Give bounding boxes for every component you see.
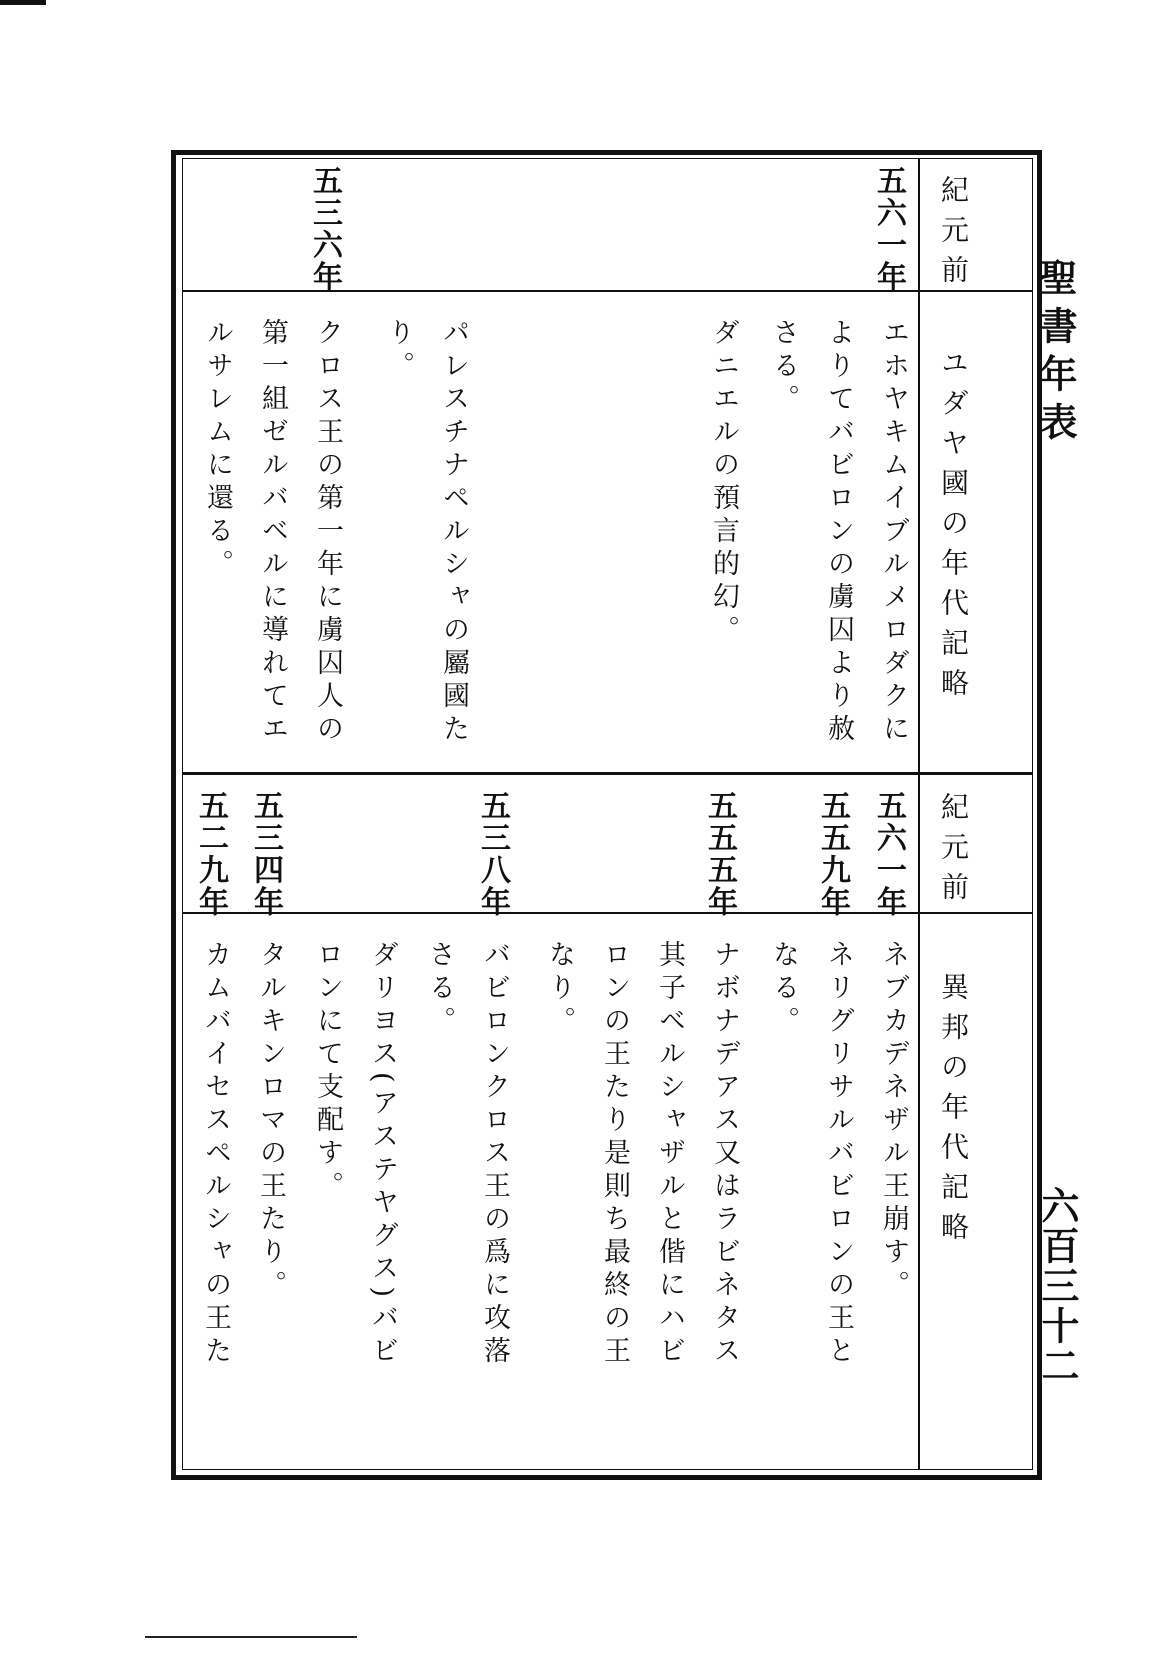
judah-col-header: 紀元前 xyxy=(937,175,970,295)
footer-rule xyxy=(145,1636,357,1638)
foreign-entry: ネリグリサルバビロンの王となる。 xyxy=(768,940,854,1369)
judah-table-header: ユダヤ國の年代記略 xyxy=(937,348,970,708)
judah-year: 五六一年 xyxy=(871,165,906,293)
foreign-year: 五三八年 xyxy=(475,790,510,918)
judah-entry: エホヤキムイブルメロダクによりてバビロンの虜囚より赦さる。 xyxy=(768,318,909,747)
foreign-year: 五五五年 xyxy=(702,790,737,918)
rule-section-divider xyxy=(182,772,1033,775)
judah-entry: パレスチナペルシャの屬國たり。 xyxy=(383,318,469,747)
foreign-year: 五二九年 xyxy=(193,790,228,918)
foreign-entry: タルキンロマの王たり。 xyxy=(255,940,286,1303)
foreign-year: 五六一年 xyxy=(871,790,906,918)
foreign-col-header: 紀元前 xyxy=(937,792,970,912)
page-number: 六百三十二 xyxy=(1035,1186,1080,1386)
foreign-entry: ナボナデアス又はラビネタス其子ベルシャザルと偕にハビロンの王たり是則ち最終の王なり。 xyxy=(544,940,740,1369)
foreign-entry: ネブカデネザル王崩す。 xyxy=(878,940,909,1303)
foreign-year: 五五九年 xyxy=(815,790,850,918)
foreign-table-header: 異邦の年代記略 xyxy=(937,972,970,1252)
foreign-entry: バビロンクロス王の爲に攻落さる。 xyxy=(424,940,510,1369)
foreign-entry: ダリヨス(アステヤグス)バビロンにて支配す。 xyxy=(312,940,398,1370)
judah-entry: ダニエルの預言的幻。 xyxy=(708,318,739,648)
foreign-entry: カムバイセスペルシャの王た xyxy=(200,940,231,1369)
judah-entry: クロス王の第一年に虜囚人の第一組ゼルバベルに導れてエルサレムに還る。 xyxy=(202,318,343,747)
foreign-year: 五三四年 xyxy=(248,790,283,918)
judah-year: 五三六年 xyxy=(307,165,342,293)
page-edge-mark xyxy=(0,0,46,5)
book-title: 聖書年表 xyxy=(1033,258,1078,450)
